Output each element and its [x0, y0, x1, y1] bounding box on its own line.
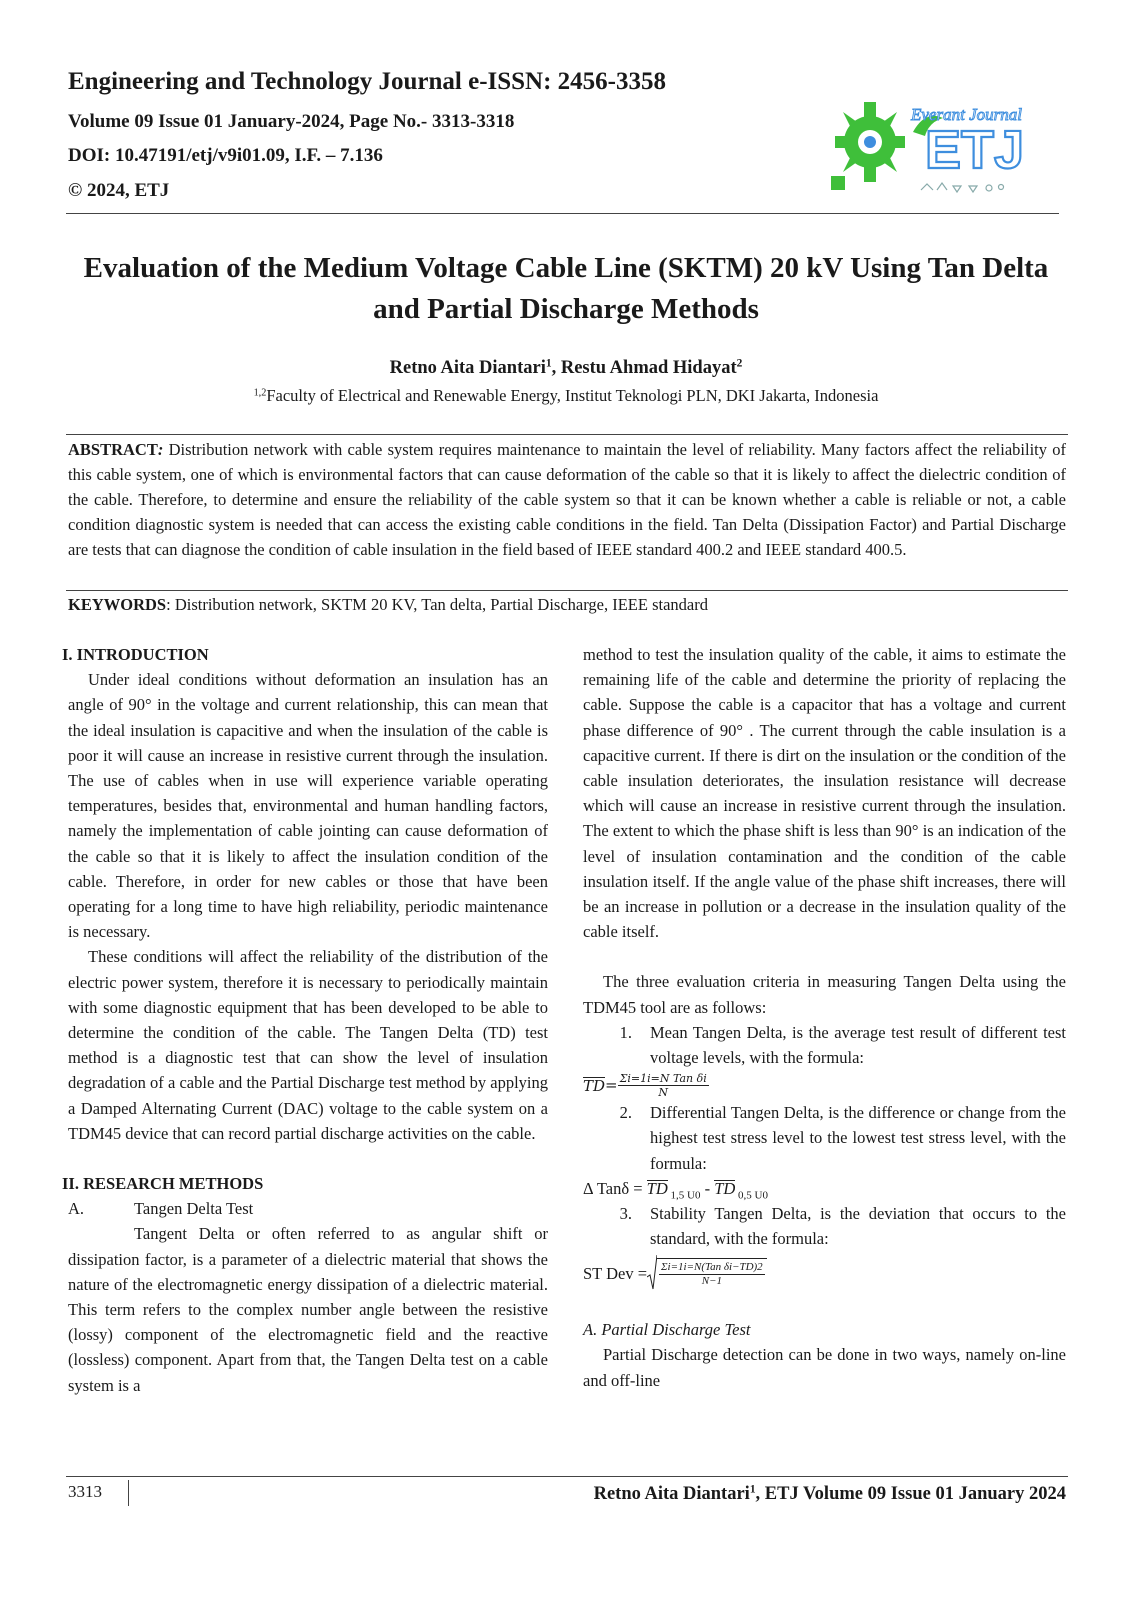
abstract-text: Distribution network with cable system requires maintenance to maintain the level of reliability. Many factors affect the reliability of this cable system, one of which is environmental factors that can cause deformation of the cable so that it is likely to affect the dielectric condition of the cable. Therefore, to determine and ensure the reliability of the cable system so that it can be known whether a cable is reliable or not, a cable condition diagnostic system is needed that can access the existing cable conditions in the field. Tan Delta (Dissipation Factor) and Partial Discharge are tests that can diagnose the condition of cable insulation in the field based of IEEE standard 400.2 and IEEE standard 400.5. [68, 440, 1066, 559]
list-item [583, 1201, 1066, 1251]
list-item [583, 1100, 1066, 1176]
intro-paragraph-1: Under ideal conditions without deformation an insulation has an angle of 90° in the voltage and current relationship, this can mean that the ideal insulation is capacitive and when the insulation of the cable is poor it will cause an increase in resistive current through the insulation. The use of cables when in use will experience variable operating temperatures, besides that, environmental and human handling factors, namely the implementation of cable jointing can cause deformation of the cable so that it is likely to affect the insulation condition of the cable. Therefore, in order for new cables or those that have been operating for a long time to have high reliability, periodic maintenance is necessary. [68, 670, 548, 942]
intro-paragraph-2: These conditions will affect the reliability of the distribution of the electric power system, therefore it is necessary to periodically maintain with some diagnostic equipment that has been developed to be able to determine the condition of the cable. The Tangen Delta (TD) test method is a diagnostic test that can show the level of insulation degradation of a cable and the Partial Discharge test method by applying a Damped Alternating Current (DAC) voltage to the cable system on a TDM45 device that can record partial discharge activities on the cable. [68, 947, 548, 1143]
methods-paragraph-1: Tangent Delta or often referred to as angular shift or dissipation factor, is a parameter of a dielectric material that shows the nature of the electromagnetic energy dissipation of a dielectric material. This term refers to the complex number angle between the resistive (lossy) component of the electromagnetic field and the reactive (lossless) component. Apart from that, the Tangen Delta test on a cable system is a [68, 1224, 548, 1395]
eq-denominator: N−1 [701, 1275, 722, 1288]
eq-td-overline: TD [714, 1178, 736, 1198]
footer-author: Retno Aita Diantari [593, 1484, 750, 1504]
abstract-label: ABSTRACT [68, 440, 158, 459]
copyright-line: © 2024, ETJ [68, 180, 170, 201]
subsection-title: Tangen Delta Test [134, 1199, 254, 1219]
eq-lhs: ST Dev = [583, 1263, 648, 1283]
author-separator: , [551, 358, 561, 378]
sqrt-icon [647, 1255, 657, 1291]
footer-rest: , ETJ Volume 09 Issue 01 January 2024 [755, 1484, 1066, 1504]
eq-fraction [659, 1261, 765, 1288]
author-superscript: 2 [736, 357, 743, 370]
header-rule [66, 213, 1059, 214]
affiliation [66, 386, 1066, 406]
equation-differential-td [583, 1176, 1066, 1201]
eq-td-overline: TD [583, 1076, 606, 1095]
eq-numerator: Σi=1i=N Tan δi [619, 1071, 707, 1085]
author-name: Restu Ahmad Hidayat [560, 358, 737, 378]
eq-lhs: Δ Tanδ = [583, 1178, 647, 1198]
etj-logo [825, 92, 1040, 202]
eq-td-overline: TD [646, 1178, 668, 1198]
abstract-top-rule [66, 434, 1068, 435]
eq-sqrt [647, 1255, 767, 1291]
list-text: Stability Tangen Delta, is the deviation that occurs to the standard, with the formula: [650, 1203, 1066, 1249]
list-number: 2. [619, 1103, 632, 1123]
doi-line: DOI: 10.47191/etj/v9i01.09, I.F. – 7.136 [68, 145, 383, 166]
section-heading-research-methods: II. RESEARCH METHODS [62, 1174, 264, 1194]
affiliation-superscript: 1,2 [253, 387, 267, 399]
list-number: 3. [619, 1203, 632, 1223]
subsection-heading-tangen-delta [68, 1196, 548, 1221]
list-number: 1. [619, 1022, 632, 1042]
keywords-label: KEYWORDS [68, 595, 167, 614]
page-number: 3313 [68, 1482, 102, 1501]
eq-fraction [618, 1072, 709, 1099]
left-column [62, 642, 548, 1398]
abstract-colon: : [157, 440, 164, 459]
eq-subscript: 0,5 U0 [735, 1189, 768, 1202]
subsection-letter: A. [68, 1199, 85, 1219]
criteria-intro: The three evaluation criteria in measuring Tangen Delta using the TDM45 tool are as follows: [583, 972, 1066, 1017]
eq-equals: = [605, 1075, 618, 1094]
methods-paragraph-2: method to test the insulation quality of the cable, it aims to estimate the remaining life of the cable and determine the priority of replacing the cable. Suppose the cable is a capacitor that has a voltage and current phase difference of 90° . The current through the cable insulation is a capacitive current. If there is dirt on the insulation or the condition of the cable insulation deteriorates, the insulation resistance will decrease which will cause an increase in resistive current through the insulation. The extent to which the phase shift is less than 90° is an indication of the level of insulation contamination and the condition of the cable insulation itself. If the angle value of the phase shift increases, there will be an increase in pollution or a decrease in the insulation quality of the cable itself. [583, 645, 1066, 942]
list-text: Mean Tangen Delta, is the average test result of different test voltage levels, with the formula: [650, 1022, 1066, 1068]
author-superscript: 1 [545, 357, 552, 370]
logo-big-text: ETJ [925, 120, 1025, 180]
equation-stability-td [583, 1251, 1066, 1295]
equation-mean-td [583, 1070, 1066, 1100]
eq-subscript: 1,5 U0 [667, 1189, 701, 1202]
footer-divider [128, 1480, 129, 1506]
authors [66, 358, 1066, 379]
affiliation-text: Faculty of Electrical and Renewable Energy, Institut Teknologi PLN, DKI Jakarta, Indonesia [266, 386, 879, 405]
keywords [68, 592, 1066, 617]
footer-superscript: 1 [749, 1483, 756, 1496]
keywords-text: : Distribution network, SKTM 20 KV, Tan delta, Partial Discharge, IEEE standard [166, 595, 708, 614]
section-heading-introduction: I. INTRODUCTION [62, 645, 209, 664]
list-item [583, 1020, 1066, 1070]
volume-line: Volume 09 Issue 01 January-2024, Page No.- 3313-3318 [68, 111, 515, 132]
list-text: Differential Tangen Delta, is the difference or change from the highest test stress level to the lowest test stress level, with the formula: [650, 1103, 1066, 1173]
eq-minus: - [700, 1178, 715, 1198]
eq-denominator: N [658, 1085, 668, 1099]
partial-discharge-paragraph: Partial Discharge detection can be done in two ways, namely on-line and off-line [583, 1345, 1066, 1390]
paper-title: Evaluation of the Medium Voltage Cable Line (SKTM) 20 kV Using Tan Delta and Partial Discharge Methods [83, 252, 1049, 325]
footer-citation [594, 1484, 1066, 1505]
subsection-heading-partial-discharge: A. Partial Discharge Test [583, 1320, 751, 1340]
eq-numerator: Σi=1i=N(Tan δi−TD)2 [661, 1261, 763, 1274]
abstract-bottom-rule [66, 590, 1068, 591]
logo-small-text: Everant Journal [911, 105, 1022, 124]
author-name: Retno Aita Diantari [389, 358, 546, 378]
footer-rule [66, 1476, 1068, 1477]
right-column [583, 642, 1066, 1393]
journal-title: Engineering and Technology Journal e-ISSN: 2456-3358 [68, 68, 667, 95]
abstract [68, 437, 1066, 562]
